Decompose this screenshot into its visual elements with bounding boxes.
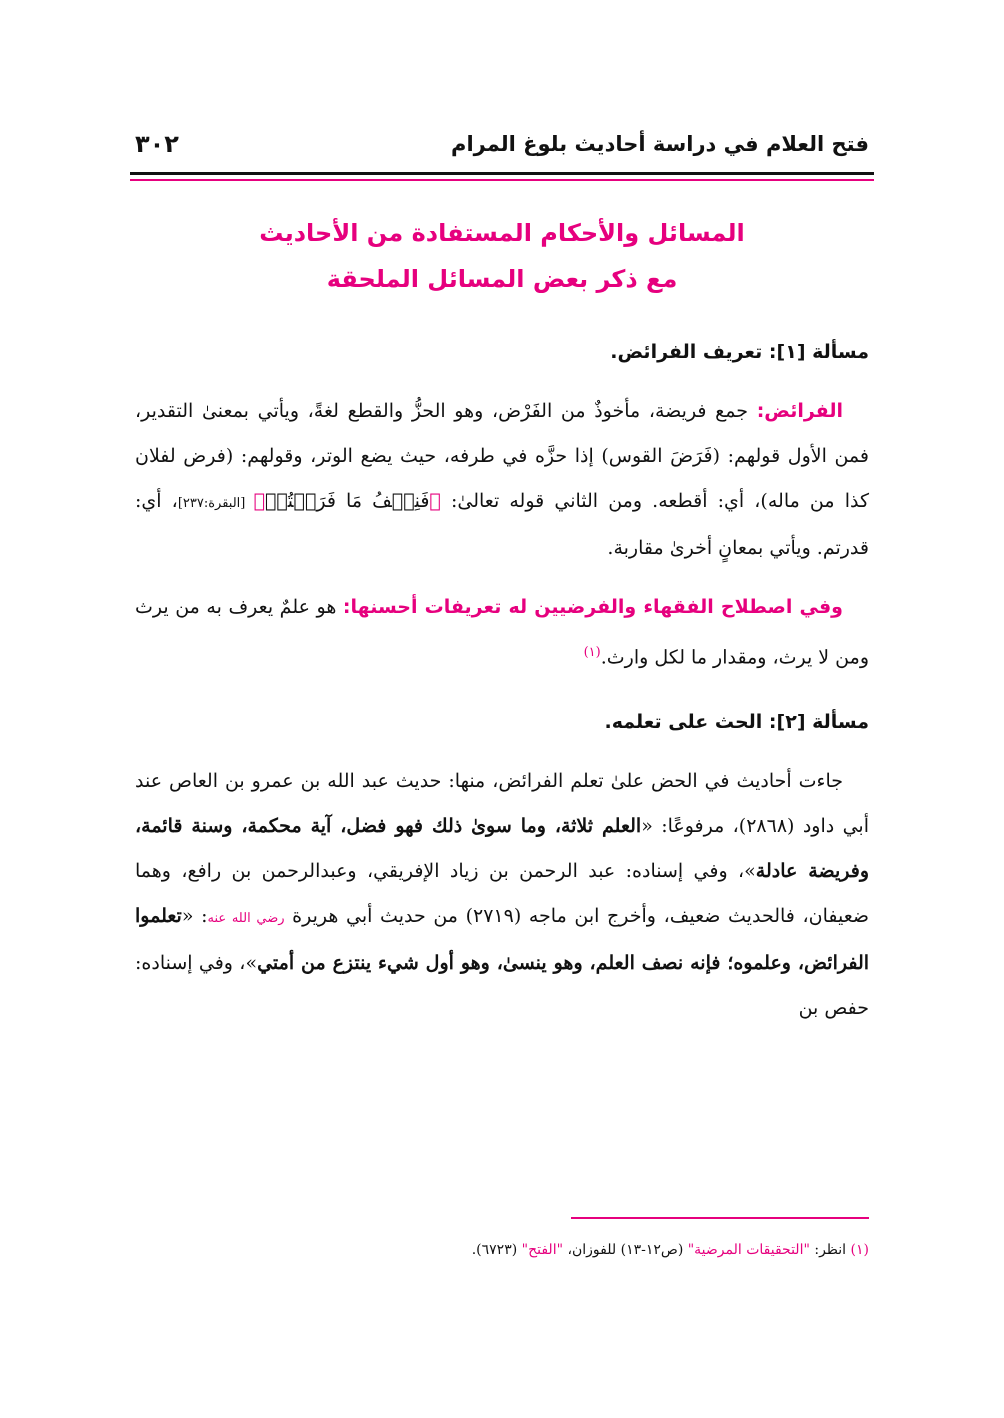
masala-1-paragraph-1 — [135, 389, 869, 571]
footnote-text-3: (٦٧٢٣). — [471, 1242, 522, 1258]
footnote-source-2: "الفتح" — [521, 1242, 564, 1258]
hadith-intro: جاءت أحاديث في الحض علىٰ تعلم الفرائض، منها: حديث عبد الله بن عمرو بن العاص عند أبي داود (٢٨٦٨)، مرفوعًا: « — [135, 770, 870, 838]
footnote-text-1: انظر: — [809, 1242, 851, 1258]
hadith-isnad-1: »، وفي إسناده: عبد الرحمن بن زياد الإفريقي، وعبدالرحمن بن رافع، وهما ضعيفان، فالحديث ضعيف، وأخرج ابن ماجه (٢٧١٩) من حديث أبي هريرة — [135, 860, 870, 928]
page-number: ٣٠٢ — [135, 130, 179, 158]
faraid-definition-end: ، أي: قدرتم. ويأتي بمعانٍ أخرىٰ مقاربة. — [135, 490, 869, 559]
hadith-text-2: تعلموا الفرائض، وعلموه؛ فإنه نصف العلم، وهو ينسىٰ، وهو أول شيء ينتزع من أمتي — [135, 905, 870, 975]
hadith-colon: : « — [181, 905, 208, 928]
faraid-label: الفرائض: — [756, 400, 843, 422]
masala-2-label: مسألة [٢]: — [768, 711, 869, 734]
footnote-rule — [571, 1217, 869, 1219]
footnote-source-1: "التحقيقات المرضية" — [687, 1242, 810, 1258]
verse-close-bracket: ﴾ — [253, 490, 265, 512]
hadith-isnad-2: »، وفي إسناده: حفص بن — [135, 952, 869, 1020]
istilah-label: وفي اصطلاح الفقهاء والفرضيين له تعريفات أحسنها: — [342, 596, 843, 618]
hadith-text-1: العلم ثلاثة، وما سوىٰ ذلك فهو فضل، آية محكمة، وسنة قائمة، وفريضة عادلة — [135, 815, 870, 883]
body-text — [135, 330, 869, 1031]
quran-verse: فَنِصۡفُ مَا فَرَضۡتُمۡ — [265, 490, 430, 512]
masala-1-paragraph-2 — [135, 585, 869, 680]
honorific-glyph: رضي الله عنه — [207, 911, 285, 927]
running-header — [135, 128, 869, 172]
masala-2-paragraph — [135, 759, 869, 1031]
masala-2-heading — [135, 700, 869, 745]
verse-reference: [البقرة:٢٣٧] — [177, 496, 254, 511]
footnote — [135, 1236, 869, 1264]
header-rule-thick — [130, 172, 874, 175]
section-heading-line1: المسائل والأحكام المستفادة من الأحاديث — [259, 219, 745, 247]
masala-1-heading — [135, 330, 869, 375]
footnote-number: (١) — [850, 1242, 869, 1258]
masala-1-label: مسألة [١]: — [768, 341, 869, 363]
section-heading — [135, 210, 869, 302]
header-rule-thin — [130, 179, 874, 181]
masala-2-title: الحث على تعلمه. — [604, 711, 763, 734]
faraid-definition: جمع فريضة، مأخوذٌ من الفَرْض، وهو الحزُّ والقطع لغةً، ويأتي بمعنىٰ التقدير، فمن الأول قولهم: (فَرَضَ القوس) إذا حزَّه في طرفه، حيث يضع الوتر، وقولهم: (فرض لفلان كذا من ماله)، أي: أقطعه. ومن الثاني قوله تعالىٰ: — [135, 400, 869, 512]
footnote-text-2: (ص١٢-١٣) للفوزان، — [563, 1242, 688, 1258]
istilah-definition: هو علمٌ يعرف به من يرث ومن لا يرث، ومقدار ما لكل وارث. — [135, 596, 869, 669]
footnote-marker[interactable]: (١) — [583, 645, 601, 660]
section-heading-line2: مع ذكر بعض المسائل الملحقة — [326, 265, 678, 293]
running-title: فتح العلام في دراسة أحاديث بلوغ المرام — [451, 132, 869, 156]
verse-open-bracket: ﴿ — [429, 490, 441, 512]
masala-1-title: تعريف الفرائض. — [610, 341, 763, 363]
